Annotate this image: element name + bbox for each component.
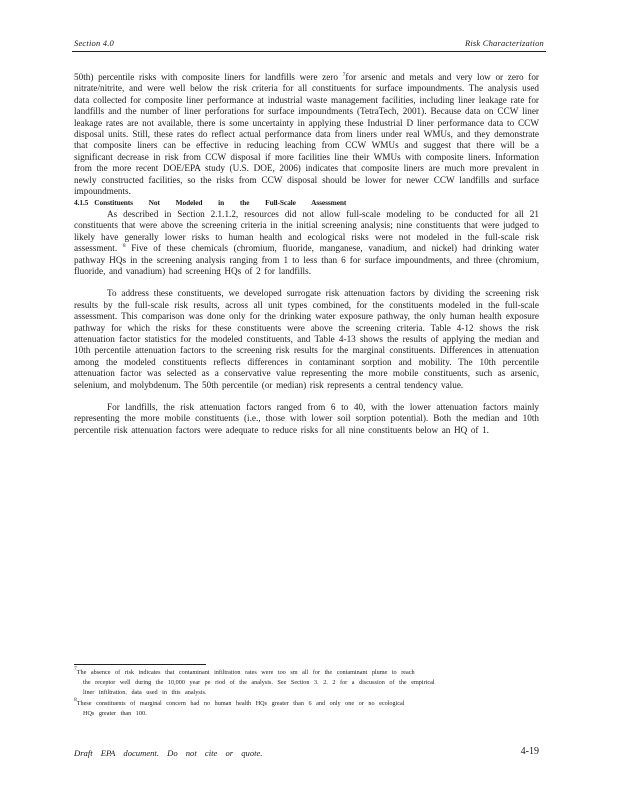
page-footer xyxy=(74,748,539,758)
footnote-8: $^8$These constituents of marginal concern had no human health HQs greater than 6 and only one or no ecological xyxy=(74,696,405,707)
footnote-7-line3: liner infiltration. data used in this analysis. xyxy=(83,689,207,697)
footnote-divider xyxy=(74,664,206,665)
section-number: 4.1.5 xyxy=(74,198,89,208)
paragraph-composite-liners: 50th) percentile risks with composite liners for landfills were zero $^7$for arsenic and metals and very low or zero for nitrate/nitrite, and were well below the risk criteria for all constituents for surface impoundments. The analysis used data collected for composite liner performance at industrial waste management facilities, including liner leakage rate for landfills and the number of liner perforations for surface impoundments (TetraTech, 2001). Because data on CCW liner leakage rates are not available, there is some uncertainty in applying these Industrial D liner performance data to CCW disposal units. Still, these rates do reflect actual performance data from liners under real WMUs, and they demonstrate that composite liners can be effective in reducing leaching from CCW WMUs and suggest that there will be a significant decrease in risk from CCW disposal if more facilities line their WMUs with composite liners. Information from the more recent DOE/EPA study (U.S. DOE, 2006) indicates that composite liners are much more prevalent in newly constructed facilities, so the risks from CCW disposal should be lower for newer CCW landfills and surface impoundments. xyxy=(74,72,539,197)
footnote-ref-8: 8 xyxy=(122,243,126,250)
header-divider xyxy=(72,51,546,52)
section-heading xyxy=(74,197,539,208)
footnote-ref-7: 7 xyxy=(342,72,346,78)
footnote-7: $^7$The absence of risk indicates that contaminant infiltration rates were too sm all for the contaminant plume to reach xyxy=(74,666,415,676)
running-header xyxy=(72,38,546,50)
header-chapter-title: Risk Characterization xyxy=(464,38,544,48)
body-text xyxy=(74,72,539,436)
draft-notice: Draft EPA document. Do not cite or quote. xyxy=(74,748,263,758)
footnotes xyxy=(74,668,539,719)
footnote-8-line2: HQs greater than 100. xyxy=(83,709,147,717)
paragraph-landfills: For landfills, the risk attenuation factors ranged from 6 to 40, with the lower attenuation factors mainly representing the more mobile constituents (i.e., those with lower soil sorption potential). Both the median and 10th percentile risk attenuation factors were adequate to reduce risks for all nine constituents below an HQ of 1. xyxy=(74,401,539,435)
header-section: Section 4.0 xyxy=(74,38,114,48)
footnote-7-line2: the receptor well during the 10,000 year pe riod of the analysis. See Section 3. 2. 2 for a discussion of the empirical xyxy=(83,679,435,687)
paragraph-not-modeled: As described in Section 2.1.1.2, resources did not allow full-scale modeling to be conducted for all 21 constituents that were above the screening criteria in the initial screening analysis; nine constituents that were judged to likely have generally lower risks to human health and ecological risks were not modeled in the full-scale risk assessment. $^8$ Five of these chemicals (chromium, fluoride, manganese, vanadium, and nickel) had drinking water pathway HQs in the screening analysis ranging from 1 to less than 6 for surface impoundments, and three (chromium, fluoride, and vanadium) had screening HQs of 2 for landfills. xyxy=(74,208,539,276)
paragraph-attenuation-factors: To address these constituents, we developed surrogate risk attenuation factors by dividing the screening risk results by the full-scale risk results, across all unit types combined, for the constituents modeled in the full-scale assessment. This comparison was done only for the drinking water exposure pathway, the only human health exposure pathway for which the risks for these constituents were above the screening criteria. Table 4-12 shows the risk attenuation factor statistics for the modeled constituents, and Table 4-13 shows the results of applying the median and 10th percentile attenuation factors to the screening risk results for the marginal constituents. Differences in attenuation among the modeled constituents reflects differences in contaminant sorption and mobility. The 10th percentile attenuation factor was selected as a conservative value representing the more mobile constituents, such as arsenic, selenium, and molybdenum. The 50th percentile (or median) risk represents a central tendency value. xyxy=(74,288,539,390)
section-title: Constituents Not Modeled in the Full-Scale Assessment xyxy=(94,198,347,208)
page-number: 4-19 xyxy=(520,746,539,757)
